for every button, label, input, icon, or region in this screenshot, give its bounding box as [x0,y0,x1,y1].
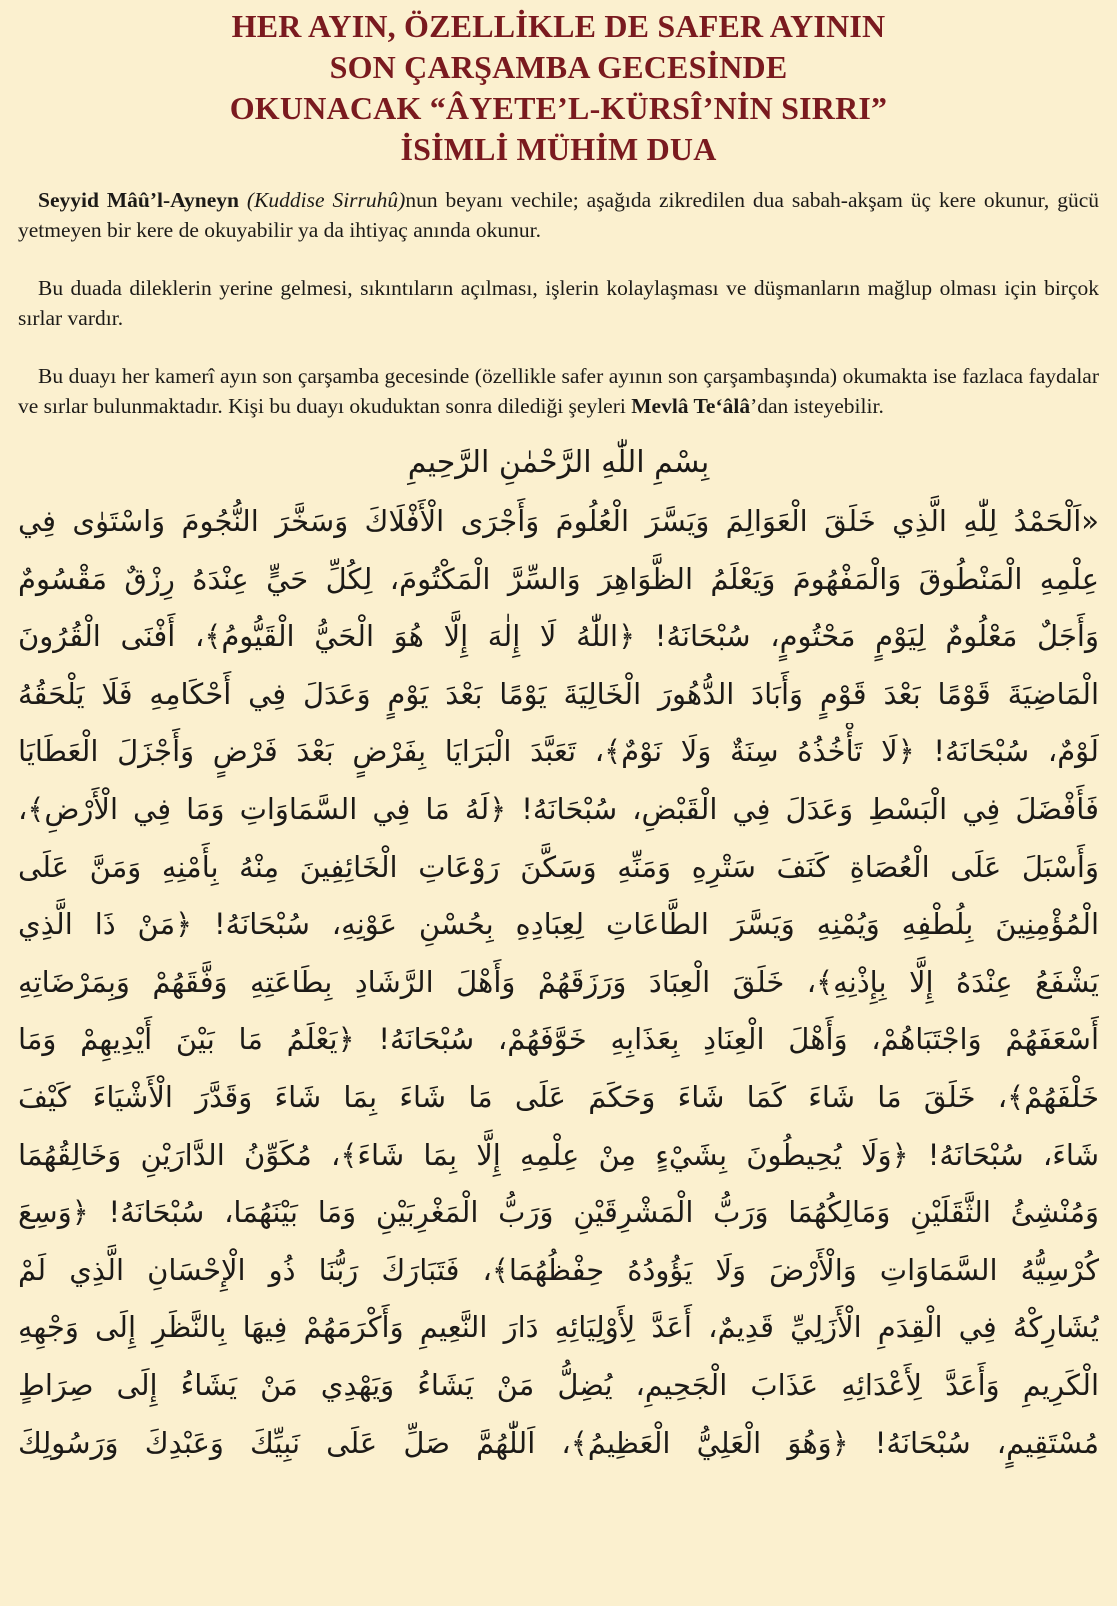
author-name: Seyyid Mâû’l-Ayneyn [38,188,240,212]
dua-line: شَاءَ، سُبْحَانَهُ! ﴿وَلَا يُحِيطُونَ بِشَيْءٍ مِنْ عِلْمِهِ إِلَّا بِمَا شَاءَ﴾، مُكَوِّنُ الدَّارَيْنِ وَخَالِقُهُمَا [18,1137,1099,1172]
intro-paragraph-text: nun beyanı vechile; aşağıda zikredilen dua sabah-akşam üç kere okunur, gücü yetmeyen bir kere de okuyabilir ya da ihtiyaç anında okunur. [18,188,1099,242]
page-title [18,6,1099,170]
document-page [0,6,1117,1606]
benefits-paragraph-text: Bu duada dileklerin yerine gelmesi, sıkıntıların açılması, işlerin kolaylaşması ve düşmanların mağlup olması için birçok sırlar vardır. [18,276,1099,330]
dua-line: يُشَارِكْهُ فِي الْقِدَمِ الْأَزَلِيِّ قَدِيمٌ، أَعَدَّ لِأَوْلِيَائِهِ دَارَ النَّعِيمِ وَأَكْرَمَهُمْ فِيهَا بِالنَّظَرِ إِلَى وَجْهِهِ [18,1310,1099,1345]
timing-paragraph [18,361,1099,421]
honorific: (Kuddise Sirruhû) [246,188,406,212]
title-line-4: İSİMLİ MÜHİM DUA [400,131,717,167]
dua-line: لَوْمٌ، سُبْحَانَهُ! ﴿لَا تَأْخُذُهُ سِنَةٌ وَلَا نَوْمٌ﴾، تَعَبَّدَ الْبَرَايَا بِفَرْضٍ بَعْدَ فَرْضٍ وَأَجْزَلَ الْعَطَايَا [18,734,1099,769]
benefits-paragraph [18,273,1099,333]
timing-paragraph-text: Bu duayı her kamerî ayın son çarşamba gecesinde (özellikle safer ayının son çarşambaşında) okumakta ise fazlaca faydalar ve sırlar bulunmaktadır. Kişi bu duayı okuduktan sonra dilediği şeyleri [18,364,1099,418]
dua-line: «اَلْحَمْدُ لِلّٰهِ الَّذِي خَلَقَ الْعَوَالِمَ وَيَسَّرَ الْعُلُومَ وَأَجْرَى الْأَفْلَاكَ وَسَخَّرَ النُّجُومَ وَاسْتَوٰى فِي [18,504,1099,538]
timing-paragraph-end: ’dan isteyebilir. [750,394,884,418]
dua-line: وَأَسْبَلَ عَلَى الْعُصَاةِ كَنَفَ سَتْرِهِ وَمَنِّهِ وَسَكَّنَ رَوْعَاتِ الْخَائِفِينَ مِنْهُ بِأَمْنِهِ وَمَنَّ عَلَى [18,849,1099,884]
mevla-teala: Mevlâ Te‘âlâ [631,394,751,418]
dua-line: يَشْفَعُ عِنْدَهُ إِلَّا بِإِذْنِهِ﴾، خَلَقَ الْعِبَادَ وَرَزَقَهُمْ وَأَهْلَ الرَّشَادِ بِطَاعَتِهِ وَفَّقَهُمْ وَبِمَرْضَاتِهِ [18,964,1099,999]
intro-paragraph [18,185,1099,245]
title-line-3: OKUNACAK “ÂYETE’L-KÜRSÎ’NİN SIRRI” [229,90,888,126]
title-line-1: HER AYIN, ÖZELLİKLE DE SAFER AYININ [231,8,886,44]
dua-line: وَأَجَلٌ مَعْلُومٌ لِيَوْمٍ مَحْتُومٍ، سُبْحَانَهُ! ﴿اللّٰهُ لَا إِلٰهَ إِلَّا هُوَ الْحَيُّ الْقَيُّومُ﴾، أَفْنَى الْقُرُونَ [18,619,1099,654]
dua-line: الْكَرِيمِ وَأَعَدَّ لِأَعْدَائِهِ عَذَابَ الْجَحِيمِ، يُضِلُّ مَنْ يَشَاءُ وَيَهْدِي مَنْ يَشَاءُ إِلَى صِرَاطٍ [18,1367,1099,1402]
dua-line: عِلْمِهِ الْمَنْطُوقَ وَالْمَفْهُومَ وَيَعْلَمُ الظَّوَاهِرَ وَالسِّرَّ الْمَكْتُومَ، لِكُلِّ حَيٍّ عِنْدَهُ رِزْقٌ مَقْسُومٌ [18,561,1099,596]
title-line-2: SON ÇARŞAMBA GECESİNDE [329,49,788,85]
basmala: بِسْمِ اللّٰهِ الرَّحْمٰنِ الرَّحِيمِ [407,445,710,480]
dua-line: خَلْفَهُمْ﴾، خَلَقَ مَا شَاءَ كَمَا شَاءَ وَحَكَمَ عَلَى مَا شَاءَ بِمَا شَاءَ وَقَدَّرَ الْأَشْيَاءَ كَيْفَ [18,1079,1099,1114]
dua-line: الْمَاضِيَةَ قَوْمًا بَعْدَ قَوْمٍ وَأَبَادَ الدُّهُورَ الْخَالِيَةَ يَوْمًا بَعْدَ يَوْمٍ وَعَدَلَ فِي أَحْكَامِهِ فَلَا يَلْحَقُهُ [18,676,1099,711]
dua-line: الْمُؤْمِنِينَ بِلُطْفِهِ وَيُمْنِهِ وَيَسَّرَ الطَّاعَاتِ لِعِبَادِهِ بِحُسْنِ عَوْنِهِ، سُبْحَانَهُ! ﴿مَنْ ذَا الَّذِي [18,907,1099,942]
dua-line: فَأَفْضَلَ فِي الْبَسْطِ وَعَدَلَ فِي الْقَبْضِ، سُبْحَانَهُ! ﴿لَهُ مَا فِي السَّمَاوَاتِ وَمَا فِي الْأَرْضِ﴾، [18,791,1099,826]
dua-text [18,493,1099,1472]
dua-line: مُسْتَقِيمٍ، سُبْحَانَهُ! ﴿وَهُوَ الْعَلِيُّ الْعَظِيمُ﴾، اَللّٰهُمَّ صَلِّ عَلَى نَبِيِّكَ وَعَبْدِكَ وَرَسُولِكَ [18,1425,1099,1460]
dua-line: أَسْعَفَهُمْ وَاجْتَبَاهُمْ، وَأَهْلَ الْعِنَادِ بِعَذَابِهِ خَوَّفَهُمْ، سُبْحَانَهُ! ﴿يَعْلَمُ مَا بَيْنَ أَيْدِيهِمْ وَمَا [18,1022,1099,1057]
dua-line: وَمُنْشِئُ الثَّقَلَيْنِ وَمَالِكُهُمَا وَرَبُّ الْمَشْرِقَيْنِ وَرَبُّ الْمَغْرِبَيْنِ وَمَا بَيْنَهُمَا، سُبْحَانَهُ! ﴿وَسِعَ [18,1195,1099,1230]
dua-line: كُرْسِيُّهُ السَّمَاوَاتِ وَالْأَرْضَ وَلَا يَؤُودُهُ حِفْظُهُمَا﴾، فَتَبَارَكَ رَبُّنَا ذُو الْإِحْسَانِ الَّذِي لَمْ [18,1252,1099,1287]
